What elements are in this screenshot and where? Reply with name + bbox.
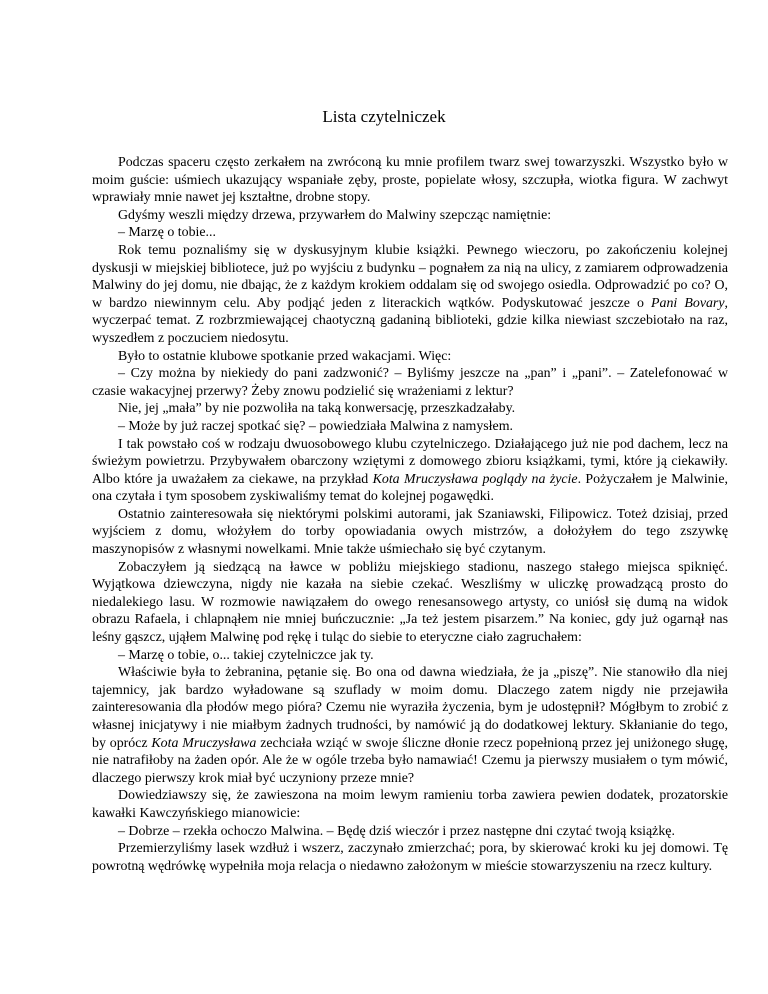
paragraph-text: . Pożyczałem je Malwinie, ona czytała i tym sposobem zyskiwaliśmy temat do kolejnej pogawędki. (92, 471, 728, 505)
paragraph (92, 823, 728, 841)
paragraph-text: Podczas spaceru często zerkałem na zwróconą ku mnie profilem twarz swej towarzyszki. Wszystko było w moim guście: uśmiech ukazujący wspaniałe zęby, proste, popielate włosy, szczupła, wiotka figura. W zachwyt wprawiały mnie nawet jej kształtne, drobne stopy. (92, 155, 728, 206)
paragraph-text: Nie, jej „mała” by nie pozwoliła na taką konwersację, przeszkadzałaby. (118, 401, 516, 417)
paragraph-text: – Marzę o tobie, o... takiej czytelniczce jak ty. (118, 647, 374, 663)
paragraph-text: – Czy można by niekiedy do pani zadzwonić? – Byliśmy jeszcze na „pan” i „pani”. – Zatelefonować w czasie wakacyjnej przerwy? Żeby znowu podzielić się wrażeniami z lektur? (92, 366, 728, 399)
story-body (92, 154, 728, 875)
paragraph-text: – Może by już raczej spotkać się? – powiedziała Malwina z namysłem. (118, 418, 513, 434)
paragraph-text: , wyczerpać temat. Z rozbrzmiewającej chaotyczną gadaniną biblioteki, gdzie kilka niewiast szczebiotało na raz, wyszedłem z poczuciem niedosytu. (92, 295, 728, 346)
paragraph (92, 506, 728, 559)
paragraph-text: Było to ostatnie klubowe spotkanie przed wakacjami. Więc: (118, 348, 452, 364)
paragraph (92, 840, 728, 875)
paragraph-text: – Marzę o tobie... (118, 225, 216, 241)
paragraph (92, 207, 728, 225)
paragraph-text: Rok temu poznaliśmy się w dyskusyjnym klubie książki. Pewnego wieczoru, po zakończeniu kolejnej dyskusji w miejskiej bibliotece, już po wyjściu z budynku – pognałem za nią na ulicy, z zamiarem odprowadzenia Malwiny do jej domu, nie dbając, że z każdym krokiem oddalam się od swojego osiedla. Odprowadzić po co? O, w bardzo niewinnym celu. Aby podjąć jeden z literackich wątków. Podyskutować jeszcze o (92, 242, 728, 311)
paragraph (92, 436, 728, 506)
paragraph-text: Dowiedziawszy się, że zawieszona na moim lewym ramieniu torba zawiera pewien dodatek, prozatorskie kawałki Kawczyńskiego mianowicie: (92, 788, 728, 821)
paragraph-text: Zobaczyłem ją siedzącą na ławce w pobliżu miejskiego stadionu, naszego stałego miejsca spiknięć. Wyjątkowa dziewczyna, nigdy nie kazała na siebie czekać. Weszliśmy w uliczkę prowadzącą prosto do niedalekiego lasu. W rozmowie nawiązałem do owego renesansowego artysty, co uniósł się dumą na widok obrazu Rafaela, i chlapnąłem nie mniej buńczucznie: „Ja też jestem pisarzem.” Na koniec, gdy już ogarnął nas leśny gąszcz, ująłem Malwinę pod rękę i tuląc do siebie to eteryczne ciało zagruchałem: (92, 559, 728, 646)
paragraph (92, 348, 728, 366)
paragraph (92, 787, 728, 822)
paragraph (92, 242, 728, 348)
paragraph (92, 154, 728, 207)
paragraph (92, 559, 728, 647)
paragraph-text: Ostatnio zainteresowała się niektórymi polskimi autorami, jak Szaniawski, Filipowicz. Toteż dzisiaj, przed wyjściem z domu, włożyłem do torby opowiadania owych mistrzów, a dołożyłem do tego zszywkę maszynopisów z własnymi nowelkami. Mnie także uśmiechało się być czytanym. (92, 506, 728, 558)
paragraph (92, 418, 728, 436)
paragraph-text: I tak powstało coś w rodzaju dwuosobowego klubu czytelniczego. Działającego już nie pod dachem, lecz na świeżym powietrzu. Przybywałem obarczony wziętymi z domowego zbioru książkami, tymi, które ją ciekawiły. Albo które ja uważałem za ciekawe, na przykład (92, 436, 728, 487)
paragraph-text: Przemierzyliśmy lasek wzdłuż i wszerz, zaczynało zmierzchać; pora, by skierować kroki ku jej domowi. Tę powrotną wędrówkę wypełniła moja relacja o niedawno założonym w mieście stowarzyszeniu na rzecz kultury. (92, 841, 728, 874)
paragraph-text: – Dobrze – rzekła ochoczo Malwina. – Będę dziś wieczór i przez następne dni czytać twoją książkę. (118, 823, 675, 839)
italic-title-text: Kota Mruczysława (151, 735, 257, 751)
paragraph-text: Właściwie była to żebranina, pętanie się. Bo ona od dawna wiedziała, że ja „piszę”. Nie stanowiło dla niej tajemnicy, jak bardzo wyładowane są szuflady w moim domu. Dlaczego zatem nigdy nie przejawiła zainteresowania dla płodów mego pióra? Czemu nie wyraziła życzenia, bym je udostępnił? Mógłbym to zrobić z własnej inicjatywy i nie miałbym żadnych trudności, by namówić ją do dodatkowej lektury. Skłanianie do tego, by oprócz (92, 665, 728, 751)
page-title: Lista czytelniczek (322, 107, 446, 126)
paragraph (92, 400, 728, 418)
paragraph (92, 647, 728, 665)
italic-title-text: Pani Bovary (651, 295, 725, 311)
paragraph-text: zechciała wziąć w swoje śliczne dłonie rzecz popełnioną przez jej uniżonego sługę, nie natrafiłoby na żaden opór. Ale że w ogóle trzeba było namawiać! Czemu ja pierwszy musiałem o tym mówić, dlaczego pierwszy krok miał być uczyniony przeze mnie? (92, 735, 728, 786)
paragraph (92, 365, 728, 400)
paragraph (92, 224, 728, 242)
italic-title-text: Kota Mruczysława poglądy na życie (372, 471, 578, 487)
paragraph-text: Gdyśmy weszli między drzewa, przywarłem do Malwiny szepcząc namiętnie: (118, 207, 552, 223)
paragraph (92, 664, 728, 787)
